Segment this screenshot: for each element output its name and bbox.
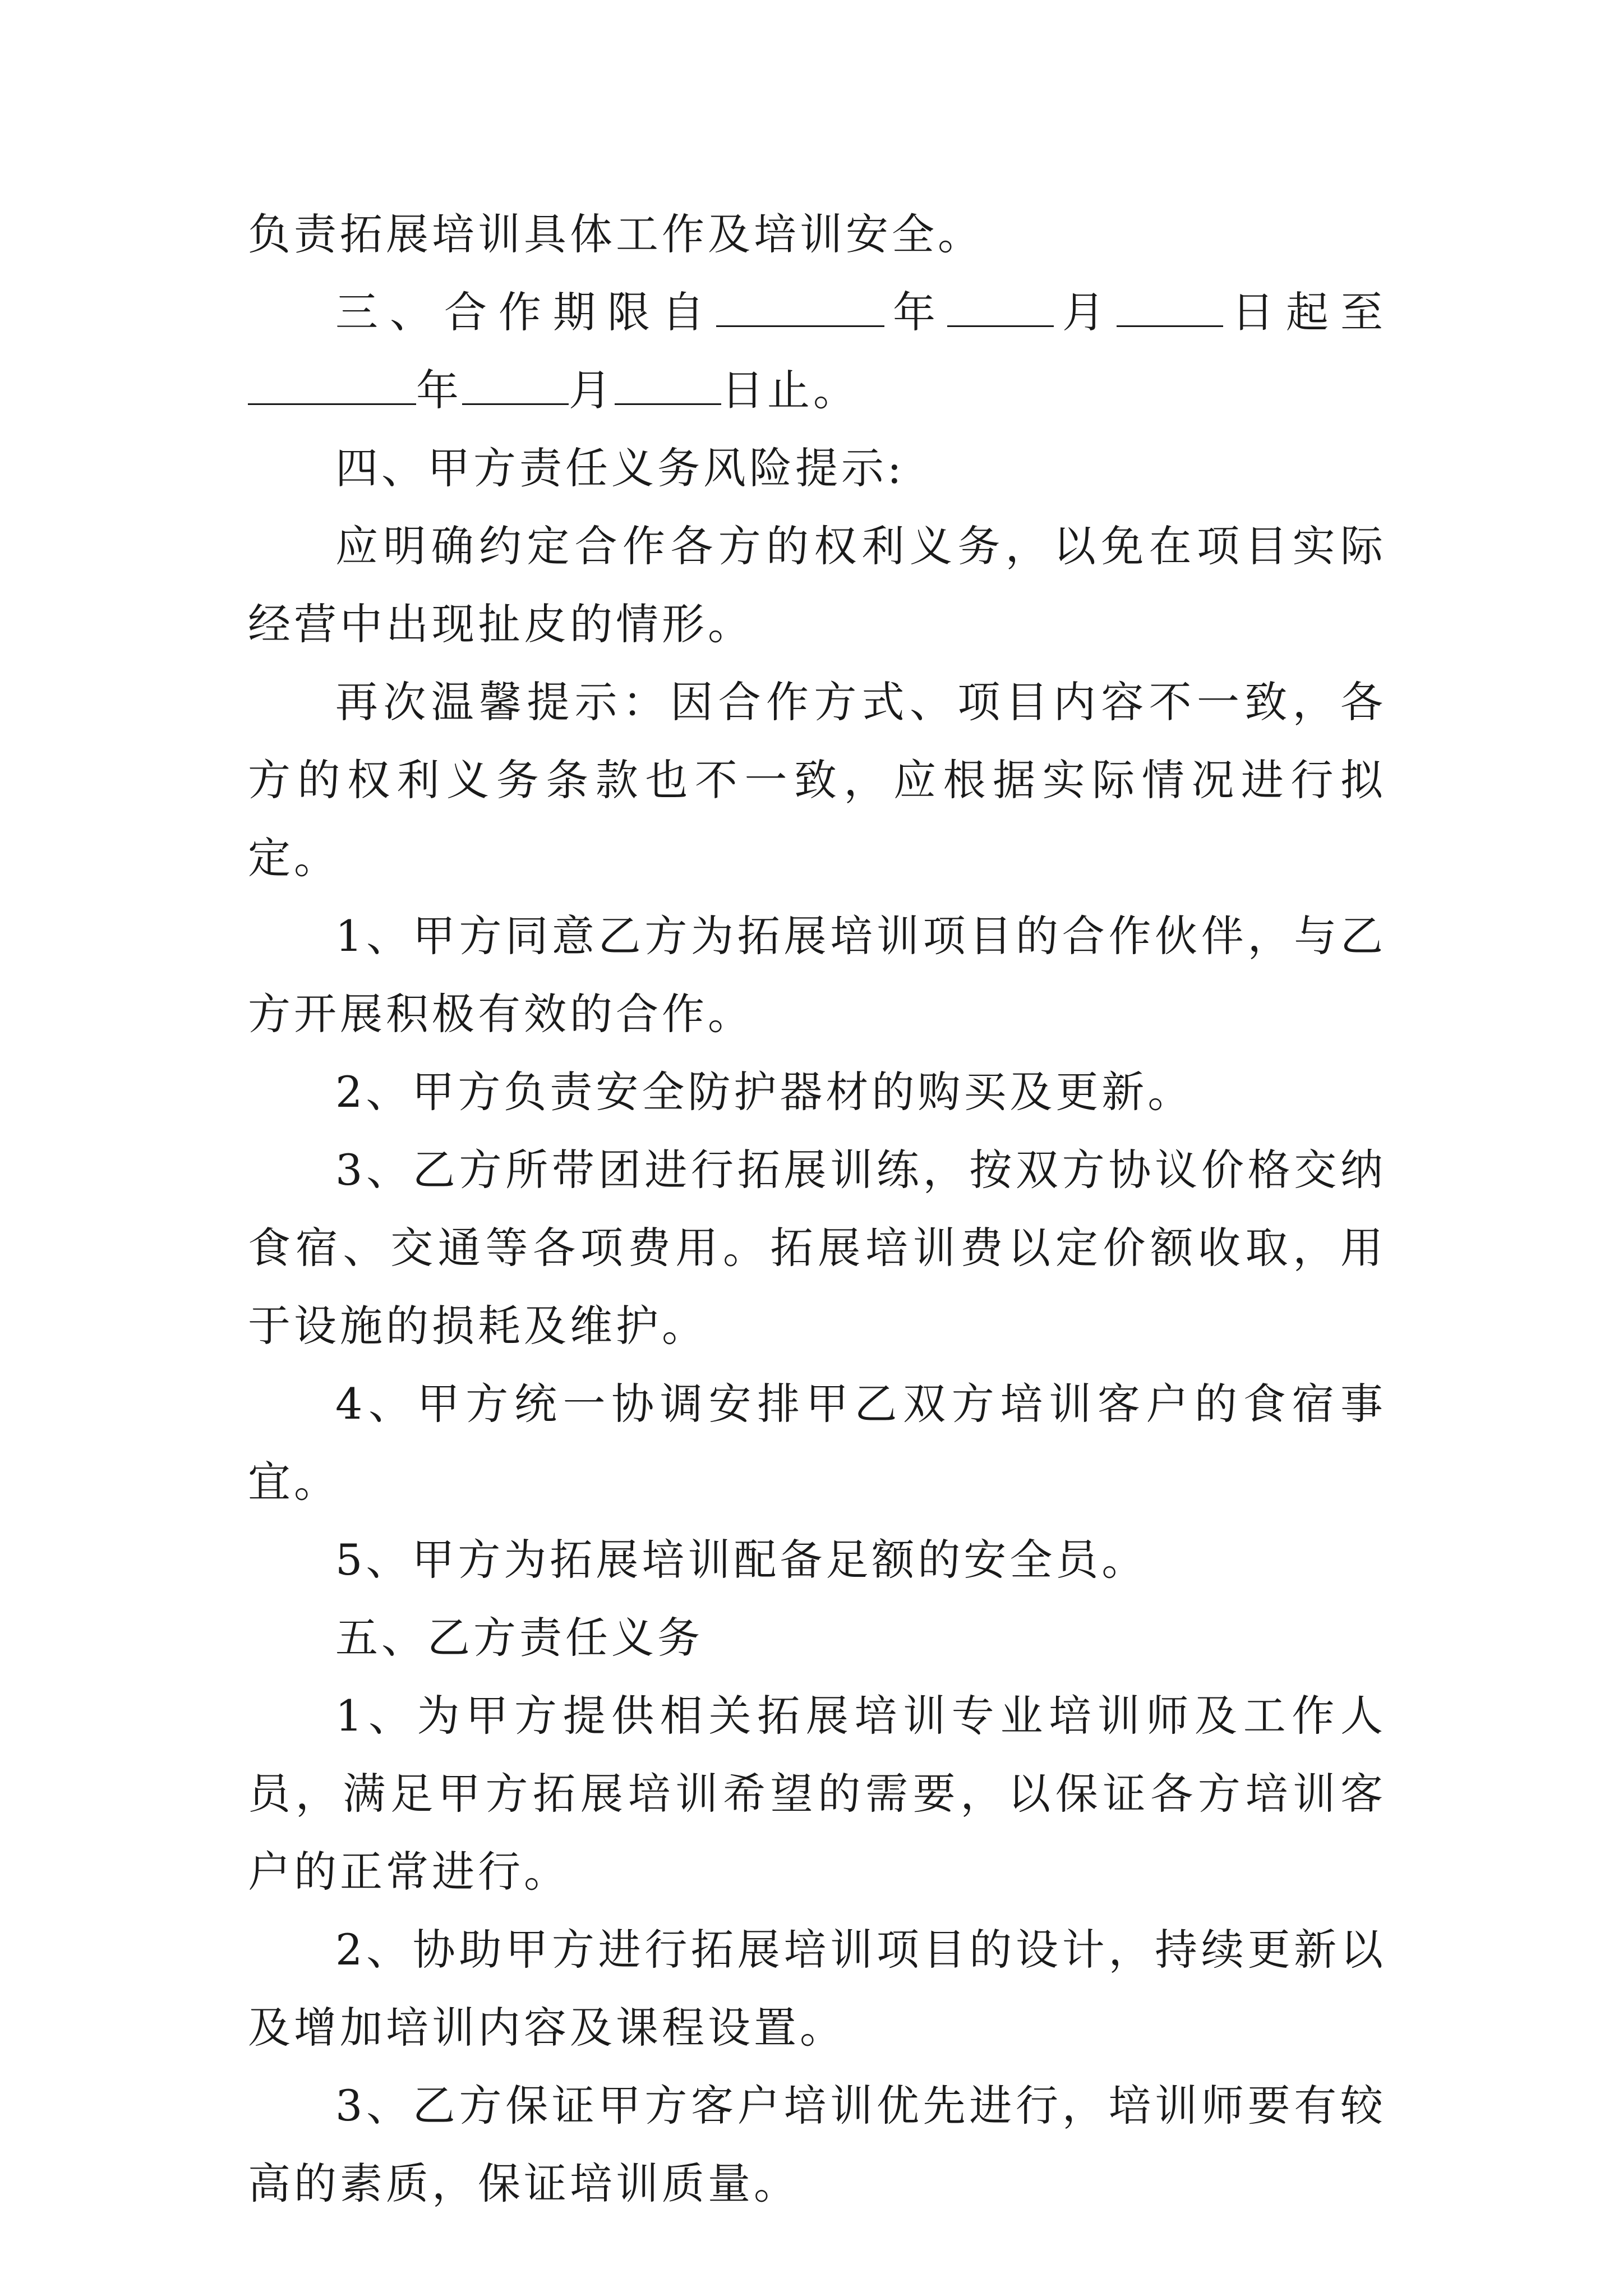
start-day-blank xyxy=(1117,291,1223,327)
document-page xyxy=(248,195,1386,2223)
reminder-paragraph: 再次温馨提示：因合作方式、项目内容不一致，各方的权利义务条款也不一致，应根据实际情况进行拟定。 xyxy=(248,677,1386,883)
cooperation-term-paragraph xyxy=(248,273,1386,429)
term-year-label: 年 xyxy=(884,287,947,337)
party-a-clause-1: 1、甲方同意乙方为拓展培训项目的合作伙伴，与乙方开展积极有效的合作。 xyxy=(248,911,1386,1039)
term-month-label: 月 xyxy=(1054,287,1117,337)
term-end-day-label: 日止。 xyxy=(721,365,859,415)
term-end-year-label: 年 xyxy=(416,365,462,415)
term-day-label: 日起至 xyxy=(1223,287,1386,337)
term-end-month-label: 月 xyxy=(569,365,615,415)
term-prefix: 三、合作期限自 xyxy=(335,287,716,337)
end-year-blank-part xyxy=(248,369,416,405)
party-a-clause-4: 4、甲方统一协调安排甲乙双方培训客户的食宿事宜。 xyxy=(248,1379,1386,1507)
party-b-clause-1: 1、为甲方提供相关拓展培训专业培训师及工作人员，满足甲方拓展培训希望的需要，以保证各方培训客户的正常进行。 xyxy=(248,1691,1386,1897)
party-b-clause-2: 2、协助甲方进行拓展培训项目的设计，持续更新以及增加培训内容及课程设置。 xyxy=(248,1925,1386,2053)
section-heading-party-b: 五、乙方责任义务 xyxy=(335,1613,703,1663)
end-month-blank xyxy=(462,369,569,405)
risk-note-paragraph: 应明确约定合作各方的权利义务，以免在项目实际经营中出现扯皮的情形。 xyxy=(248,521,1386,649)
start-year-blank xyxy=(716,291,884,327)
paragraph-continuation: 负责拓展培训具体工作及培训安全。 xyxy=(248,209,984,259)
party-a-clause-5: 5、甲方为拓展培训配备足额的安全员。 xyxy=(335,1535,1148,1585)
party-a-clause-3: 3、乙方所带团进行拓展训练，按双方协议价格交纳食宿、交通等各项费用。拓展培训费以定价额收取，用于设施的损耗及维护。 xyxy=(248,1145,1386,1351)
party-b-clause-3: 3、乙方保证甲方客户培训优先进行，培训师要有较高的素质，保证培训质量。 xyxy=(248,2081,1386,2208)
party-a-clause-2: 2、甲方负责安全防护器材的购买及更新。 xyxy=(335,1067,1194,1117)
section-heading-party-a: 四、甲方责任义务风险提示: xyxy=(335,443,905,493)
end-day-blank xyxy=(615,369,721,405)
start-month-blank xyxy=(947,291,1054,327)
